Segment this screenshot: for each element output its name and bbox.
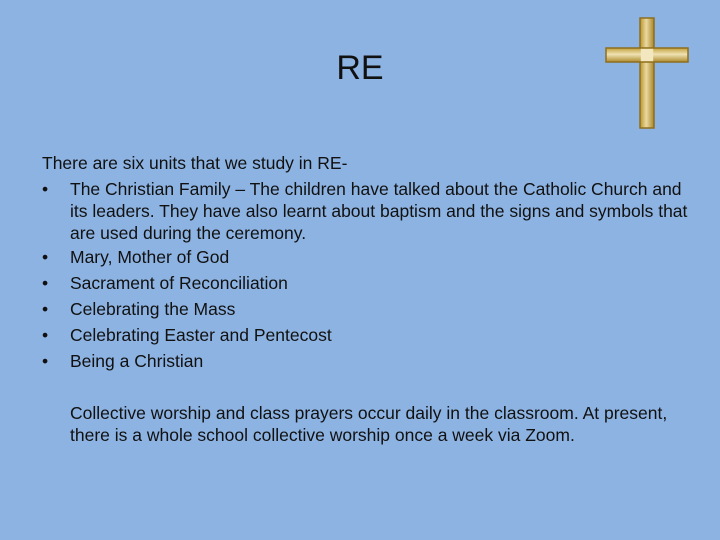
bullet-icon: • xyxy=(42,325,49,345)
intro-text: There are six units that we study in RE- xyxy=(42,153,348,173)
list-item-text: Celebrating the Mass xyxy=(70,299,236,319)
bullet-icon: • xyxy=(42,351,49,371)
closing-text: Collective worship and class prayers occur daily in the classroom. At present, there is a whole school collective worship once a week via Zoom. xyxy=(70,403,668,445)
list-item-text: Mary, Mother of God xyxy=(70,247,230,267)
list-item xyxy=(42,322,692,348)
list-item-text: Being a Christian xyxy=(70,351,204,371)
list-item xyxy=(42,296,692,322)
slide-title: RE xyxy=(336,49,384,87)
list-item-text: Celebrating Easter and Pentecost xyxy=(70,325,332,345)
content-area xyxy=(42,150,692,374)
cross-icon xyxy=(604,16,690,130)
bullet-icon: • xyxy=(42,299,49,319)
bullet-icon: • xyxy=(42,179,49,199)
list-item-text: The Christian Family – The children have talked about the Catholic Church and its leaders. They have also learnt about baptism and the signs and symbols that are used during the ceremony. xyxy=(70,179,688,243)
list-item xyxy=(42,348,692,374)
bullet-icon: • xyxy=(42,247,49,267)
list-item-text: Sacrament of Reconciliation xyxy=(70,273,288,293)
list-item xyxy=(42,176,692,244)
list-item xyxy=(42,270,692,296)
units-list xyxy=(42,176,692,374)
bullet-icon: • xyxy=(42,273,49,293)
list-item xyxy=(42,244,692,270)
